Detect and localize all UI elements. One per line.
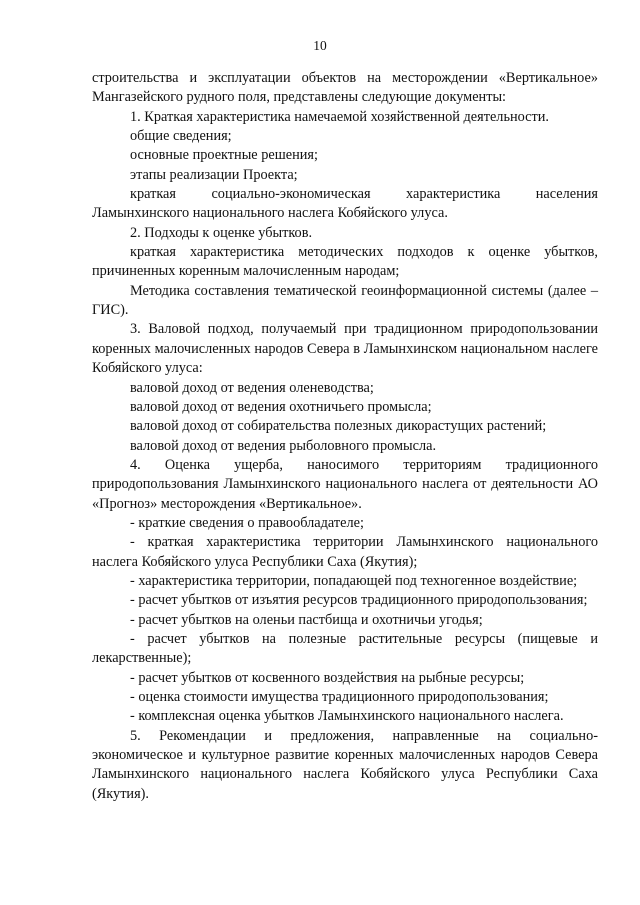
section-2-heading: 2. Подходы к оценке убытков. bbox=[130, 224, 313, 241]
list-item: - расчет убытков от косвенного воздействия на рыбные ресурсы; bbox=[130, 669, 525, 686]
list-item: - характеристика территории, попадающей под техногенное воздействие; bbox=[130, 572, 578, 589]
list-item: валовой доход от ведения рыболовного промысла. bbox=[130, 437, 437, 454]
document-body bbox=[92, 69, 598, 804]
page-number: 10 bbox=[313, 38, 327, 53]
list-item: - расчет убытков на оленьи пастбища и охотничьи угодья; bbox=[130, 611, 483, 628]
list-item: краткая характеристика методических подходов к оценке убытков, причиненных коренным малочисленным народам; bbox=[92, 244, 598, 280]
list-item: - краткие сведения о правообладателе; bbox=[130, 514, 364, 531]
list-item: этапы реализации Проекта; bbox=[130, 166, 298, 183]
section-1-heading: 1. Краткая характеристика намечаемой хозяйственной деятельности. bbox=[130, 108, 549, 125]
list-item: валовой доход от ведения оленеводства; bbox=[130, 379, 374, 396]
list-item: общие сведения; bbox=[130, 128, 232, 145]
list-item: краткая социально-экономическая характеристика населения Ламынхинского национального наслега Кобяйского улуса. bbox=[92, 186, 598, 222]
list-item: - расчет убытков на полезные растительные ресурсы (пищевые и лекарственные); bbox=[92, 630, 598, 667]
list-item: валовой доход от собирательства полезных дикорастущих растений; bbox=[130, 418, 547, 435]
section-5-heading: 5. Рекомендации и предложения, направленные на социально-экономическое и культурное развитие коренных малочисленных народов Севера Ламынхинского национального наслега Кобяйского улуса Республики Саха (Якутия). bbox=[92, 727, 598, 802]
list-item: валовой доход от ведения охотничьего промысла; bbox=[130, 398, 432, 415]
list-item: основные проектные решения; bbox=[130, 147, 318, 164]
list-item: - оценка стоимости имущества традиционного природопользования; bbox=[130, 689, 549, 705]
paragraph-intro-continuation: строительства и эксплуатации объектов на месторождении «Вертикальное» Мангазейского рудного поля, представлены следующие документы: bbox=[92, 70, 598, 106]
section-4-heading: 4. Оценка ущерба, наносимого территориям традиционного природопользования Ламынхинского национального наслега от деятельности АО «Прогноз» месторождения «Вертикальное». bbox=[92, 456, 598, 512]
list-item: - комплексная оценка убытков Ламынхинского национального наслега. bbox=[130, 708, 564, 725]
list-item: Методика составления тематической геоинформационной системы (далее – ГИС). bbox=[92, 282, 598, 319]
section-3-heading: 3. Валовой подход, получаемый при традиционном природопользовании коренных малочисленных народов Севера в Ламынхинском национальном наслеге Кобяйского улуса: bbox=[92, 321, 598, 377]
list-item: - расчет убытков от изъятия ресурсов традиционного природопользования; bbox=[130, 592, 588, 609]
list-item: - краткая характеристика территории Ламынхинского национального наслега Кобяйского улуса Республики Саха (Якутия); bbox=[92, 534, 598, 570]
